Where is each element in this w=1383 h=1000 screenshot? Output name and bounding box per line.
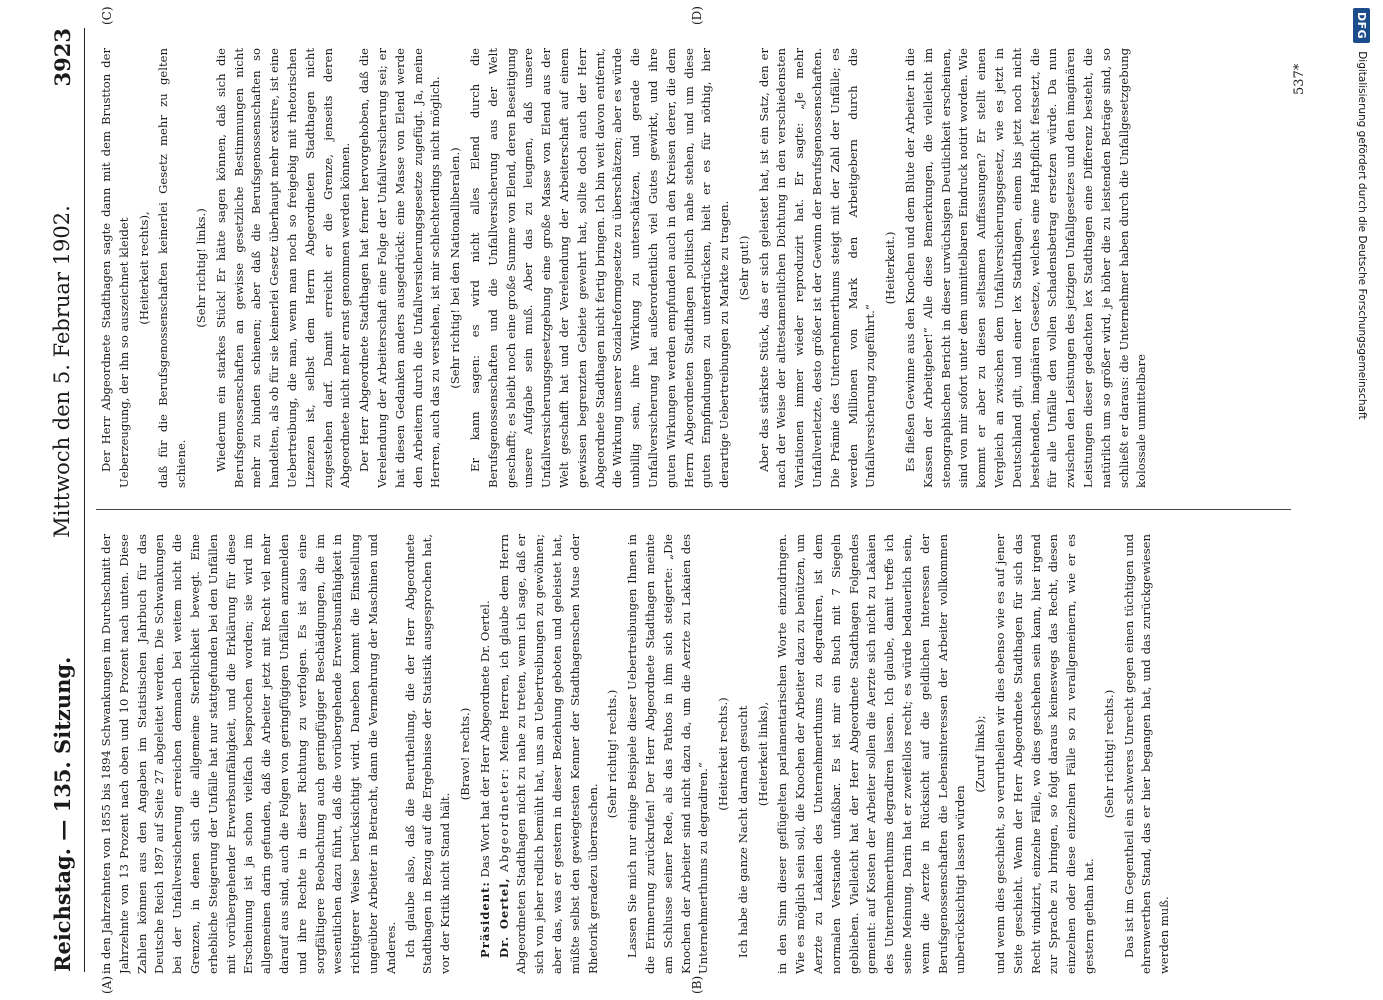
interjection: (Sehr richtig! links.) [193,208,208,328]
left-column [98,534,1288,974]
interjection: (Heiterkeit links), [755,701,770,807]
paragraph: und wenn dies geschieht, so verurtheilen wir dies ebenso wie es auf jener Seite geschieht. Wenn der Herr Abgeordnete Stadthagen für sich das Recht vindizirt, einzelne Fälle, wo dies geschehen sein kann, hier irgend zur Sprache zu bringen, so folgt daraus keineswegs das Recht, diesen einzelnen oder diese einzelnen Fälle so zu verallgemeinern, wie er es gestern gethan hat. [993,534,1097,974]
dfg-logo: DFG [1354,8,1371,43]
paragraph: Das ist im Gegentheil ein schweres Unrecht gegen einen tüchtigen und ehrenwerthen Stand, das er hier begangen hat, und das zurückgewiesen werden muß. [1121,534,1172,974]
interjection: (Heiterkeit rechts.) [716,697,731,811]
paragraph: Ich glaube also, daß die Beurtheilung, die der Herr Abgeordnete Stadthagen in Bezug auf die Ergebnisse der Statistik ausgesprochen hat, vor der Kritik nicht Stand hält. [402,534,453,974]
paragraph: Der Herr Abgeordnete Stadthagen hat ferner hervorgehoben, daß die Verelendung der Arbeiterschaft eine Folge der Unfallversicherung sei; er hat diesen Gedanken anders ausgedrückt: eine Masse von Elend werde den Arbeitern durch die Unfallversicherungsgesetze zugefügt. Ja, meine Herren, auch das zu verstehen, ist mir schlechterdings nicht möglich. [357,48,443,488]
interjection: (Sehr richtig! rechts.) [605,689,620,819]
header-session: Reichstag. — 135. Sitzung. [49,656,75,972]
header-date: Mittwoch den 5. Februar 1902. [50,205,74,538]
speaker-label: Dr. Oertel, [496,877,511,958]
margin-marker-d: (D) [690,6,704,25]
right-column [98,48,1288,488]
speaker-role: Abgeordneter: [496,767,511,873]
paragraph: in den Jahrzehnten von 1855 bis 1894 Schwankungen im Durchschnitt der Jahrzehnte von 13 Prozent nach oben und 10 Prozent nach unten. Diese Zahlen können aus den Angaben im Statistischen Jahrbuch für das Deutsche Reich 1897 auf Seite 27 abgeleitet werden. Die Schwankungen bei der Unfallversicherung erreichen demnach bei weitem nicht die Grenzen, in denen sich die allgemeine Sterblichkeit bewegt. Eine erhebliche Steigerung der Unfälle hat nur stattgefunden bei den Unfällen mit vorübergehender Erwerbsunfähigkeit, und die Erklärung für diese Erscheinung ist ja schon vielfach besprochen worden; sie wird im allgemeinen darin gefunden, daß die Arbeiter jetzt mit Recht viel mehr darauf aus sind, auch die Folgen von geringfügigen Unfällen anzumelden und ihre Rechte in dieser Richtung zu verfolgen. Es ist also eine sorgfältigere Beobachtung auch geringfügiger Beschädigungen, die im wesentlichen dazu führt, daß die vorübergehende Erwerbsunfähigkeit in richtigerer Weise berücksichtigt wird. Daneben kommt die Einstellung ungeübter Arbeiter in Betracht, dann die Vermehrung der Maschinen und Anderes. [99,534,398,974]
interjection: (Heiterkeit.) [883,231,898,305]
paragraph: Aber das stärkste Stück, das er sich geleistet hat, ist ein Satz, den er nach der Weise der alttestamentlichen Dichtung in den verschiedensten Variationen immer wieder reproduzirt hat. Er sagte: „Je mehr Unfallverletzte, desto größer ist der Gewinn der Berufsgenossenschaften. Die Prämie des Unternehmerthums steigt mit der Zahl der Unfälle; es werden Millionen von Mark den Arbeitgebern durch die Unfallversicherung zugeführt.“ [756,48,878,488]
paragraph: Es fließen Gewinne aus den Knochen und dem Blute der Arbeiter in die Kassen der Arbeitgeber!“ Alle diese Bemerkungen, die vielleicht im stenographischen Bericht in dieser urwüchsigen Deutlichkeit erscheinen, sind von mir sofort unter dem unmittelbaren Eindruck notirt worden. Wie kommt er aber zu diesen seltsamen Auffassungen? Er stellt einen Vergleich an zwischen dem Unfallversicherungsgesetz, wie es jetzt in Deutschland gilt, und einer lex Stadthagen, einem bis jetzt noch nicht bestehenden, imaginären Gesetze, welches eine Haftpflicht festsetzt, die für alle Unfälle den vollen Schadensbetrag ersetzen würde. Da nun zwischen den Leistungen des jetzigen Unfallgesetzes und den imaginären Leistungen dieser gedachten lex Stadthagen eine Differenz besteht, die natürlich um so größer wird, je höher die zu leistenden Beträge sind, so schließt er daraus: die Unternehmer haben durch die Unfallgesetzgebung kolossale unmittelbare [903,48,1149,488]
page-header [40,28,85,972]
credit-text: Digitalisierung gefördert durch die Deutsche Forschungsgemeinschaft [1356,51,1368,420]
speaker-label: Präsident: [477,881,492,958]
speech-text: Meine Herren, ich glaube dem Herrn Abgeordneten Stadthagen nicht zu nahe zu treten, wenn ich sage, daß er sich von jeher redlich bemüht hat, uns an Uebertreibungen zu gewöhnen; aber das, was er gestern in dieser Beziehung geboten und geleistet hat, müßte selbst den gewiegtesten Kenner der Stadthagenschen Muse oder Rhetorik geradezu überraschen. [496,534,600,974]
margin-marker-c: (C) [100,6,114,25]
paragraph: Ich habe die ganze Nacht darnach gesucht [735,705,750,958]
margin-marker-a: (A) [100,975,114,994]
header-page-number: 3923 [49,28,75,87]
paragraph: Der Herr Abgeordnete Stadthagen sagte dann mit dem Brustton der Ueberzeugung, der ihn so auszeichnet kleidet [99,48,131,488]
paragraph: in den Sinn dieser geflügelten parlamentarischen Worte einzudringen. Wie es möglich sein soll, die Knochen der Arbeiter dazu zu benützen, um Aerzte zu Lakaien des Unternehmerthums zu degradiren, ist dem normalen Verstande unfaßbar. Es ist mir ein Buch mit 7 Siegeln geblieben. Vielleicht hat der Herr Abgeordnete Stadthagen Folgendes gemeint: auf Kosten der Arbeiter sollen die Aerzte sich nicht zu Lakaien des Unternehmerthums degradiren lassen. Ich glaube, damit treffe ich seine Meinung. Darin hat er zweifellos recht; es würde bedauerlich sein, wenn die Aerzte in Rücksicht auf die geldlichen Interessen der Berufsgenossenschaften die Lebensinteressen der Arbeiter vollkommen unberücksichtigt lassen würden [775,534,968,974]
digitization-credit [1342,8,1382,992]
president-paragraph [477,534,495,974]
oertel-paragraph [496,534,603,974]
interjection: (Bravo! rechts.) [457,707,472,801]
interjection: (Sehr richtig! rechts.) [1101,689,1116,819]
paragraph: Er kann sagen: es wird nicht alles Elend durch die Berufsgenossenschaften und die Unfallversicherung aus der Welt geschafft; es bleibt noch eine große Summe von Elend, deren Beseitigung unsere Aufgabe sein muß. Aber das zu leugnen, daß unsere Unfallversicherungsgesetzgebung eine große Masse von Elend aus der Welt geschafft hat und der Verelendung der Arbeiterschaft auf einem gewissen begrenzten Gebiete gewehrt hat, sollte doch auch der Herr Abgeordnete Stadthagen nicht fertig bringen. Ich bin weit davon entfernt, die Wirkung unserer Sozialreformgesetze zu überschätzen; aber es würde unbillig sein, ihre Wirkung zu unterschätzen, und gerade die Unfallversicherung hat außerordentlich viel Gutes gewirkt, und ihre guten Wirkungen werden empfunden auch in den Kreisen derer, die dem Herrn Abgeordneten Stadthagen politisch nahe stehen, und um diese guten Empfindungen zu unterdrücken, hielt er es für nöthig, hier derartige Uebertreibungen zu Markte zu tragen. [467,48,732,488]
interjection: (Heiterkeit rechts), [136,211,151,325]
interjection: (Sehr richtig! bei den Nationalliberalen.) [448,147,463,389]
margin-marker-b: (B) [690,975,704,994]
column-divider [96,509,1291,510]
paragraph: daß für die Berufsgenossenschaften keinerlei Gesetz mehr zu gelten schiene. [156,48,189,488]
interjection: (Sehr gut!) [736,235,751,301]
paragraph: Lassen Sie mich nur einige Beispiele dieser Uebertreibungen Ihnen in die Erinnerung zurückrufen! Der Herr Abgeordnete Stadthagen meinte am Schlusse seiner Rede, als das Pathos in ihm sich steigerte: „Die Knochen der Arbeiter sind nicht dazu da, um die Aerzte zu Lakaien des Unternehmerthums zu degradiren.“ [625,534,711,974]
president-text: Das Wort hat der Herr Abgeordnete Dr. Oertel. [477,600,492,878]
interjection: (Zuruf links); [973,715,988,793]
signature-mark: 537* [1292,63,1307,95]
paragraph: Wiederum ein starkes Stück! Er hätte sagen können, daß sich die Berufsgenossenschaften an gewisse gesetzliche Bestimmungen nicht mehr zu binden schienen; aber daß die Berufsgenossenschaften so handelten, als ob für sie keinerlei Gesetz überhaupt mehr existire, ist eine Uebertreibung, die man, wenn man noch so freigebig mit rhetorischen Lizenzen ist, selbst dem Herrn Abgeordneten Stadthagen nicht zugestehen darf. Damit erreicht er die Grenze, jenseits deren Abgeordnete nicht mehr ernst genommen werden können. [213,48,353,488]
credit-strip [1342,8,1382,992]
